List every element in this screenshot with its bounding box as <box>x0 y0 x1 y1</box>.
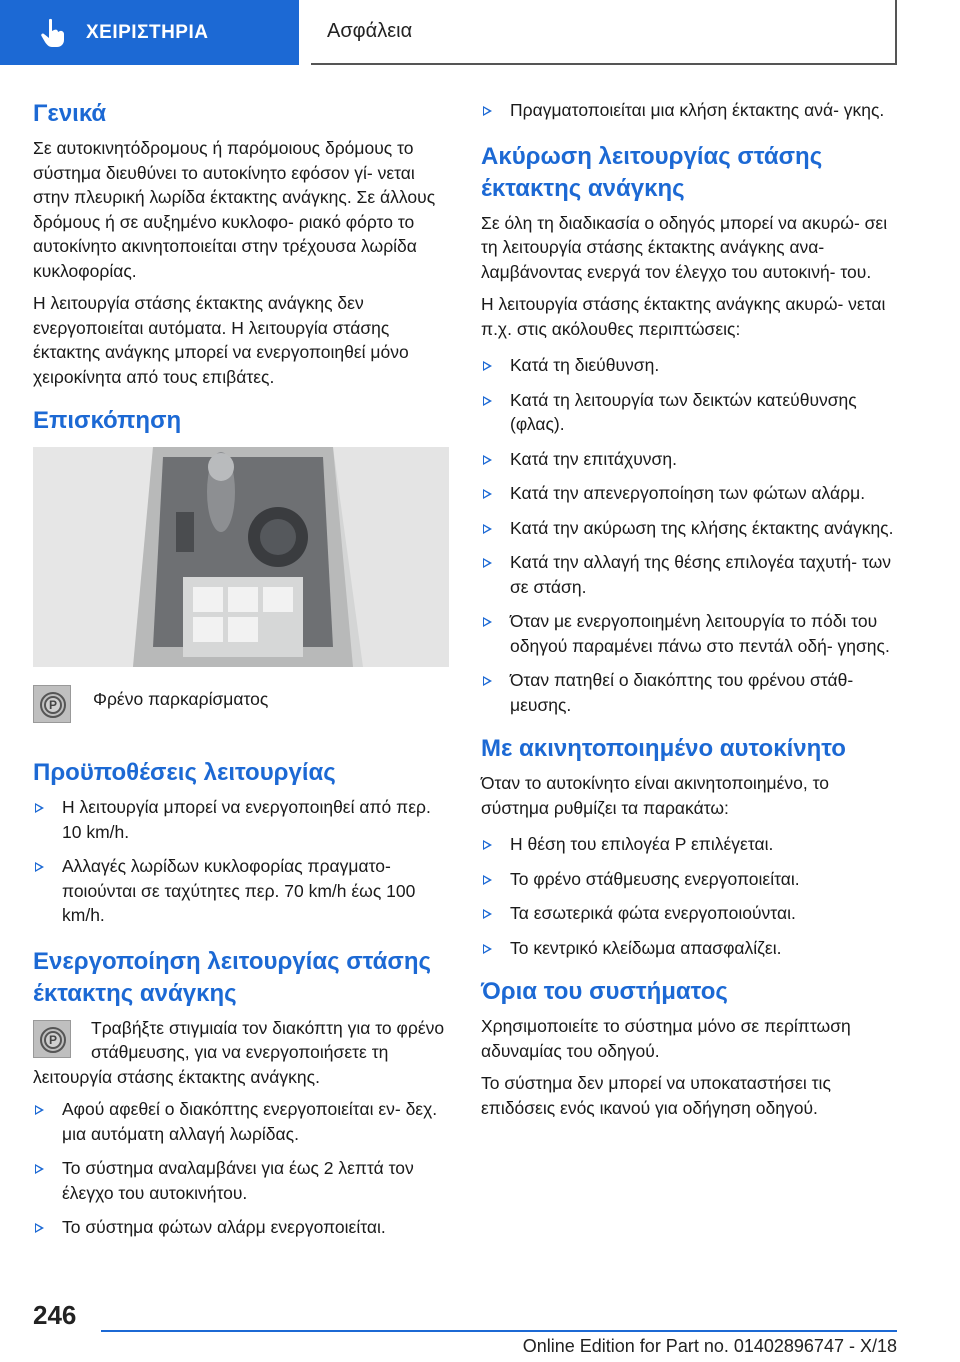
heading-general: Γενικά <box>33 100 107 127</box>
bullet-triangle-icon <box>483 396 492 406</box>
bullet-triangle-icon <box>483 455 492 465</box>
list-item: Όταν με ενεργοποιημένη λειτουργία το πόδι του οδηγού παραμένει πάνω στο πεντάλ οδή- γησης. <box>481 609 897 658</box>
paragraph-cancel-1: Σε όλη τη διαδικασία ο οδηγός μπορεί να ακυρώ- σει τη λειτουργία στάσης έκτακτης ανάγκης ανα- λαμβάνοντας ενεργά τον έλεγχο του αυτοκινή- του. <box>481 212 888 282</box>
heading-limits: Όρια του συστήματος <box>481 978 728 1005</box>
bullet-triangle-icon <box>483 558 492 568</box>
bullet-triangle-icon <box>483 840 492 850</box>
list-item: Κατά την ακύρωση της κλήσης έκτακτης ανάγκης. <box>481 516 897 541</box>
section-title: Ασφάλεια <box>311 0 897 65</box>
photo-caption: Φρένο παρκαρίσματος <box>93 689 269 709</box>
heading-cancel: Ακύρωση λειτουργίας στάσης έκτακτης ανάγκης <box>481 142 823 202</box>
list-item: Όταν πατηθεί ο διακόπτης του φρένου στάθ- μευσης. <box>481 668 897 717</box>
paragraph-limits-1: Χρησιμοποιείτε το σύστημα μόνο σε περίπτωση αδυναμίας του οδηγού. <box>481 1016 851 1061</box>
activation-list <box>33 1097 449 1240</box>
center-console-photo <box>33 447 449 667</box>
paragraph-stationary: Όταν το αυτοκίνητο είναι ακινητοποιημένο, το σύστημα ρυθμίζει τα παρακάτω: <box>481 773 830 818</box>
list-item: Το σύστημα φώτων αλάρμ ενεργοποιείται. <box>33 1215 449 1240</box>
bullet-triangle-icon <box>483 909 492 919</box>
list-item: Το φρένο στάθμευσης ενεργοποιείται. <box>481 867 897 892</box>
continued-list <box>481 98 897 123</box>
bullet-triangle-icon <box>483 944 492 954</box>
list-item: Το σύστημα αναλαμβάνει για έως 2 λεπτά τον έλεγχο του αυτοκινήτου. <box>33 1156 449 1205</box>
heading-stationary: Με ακινητοποιημένο αυτοκίνητο <box>481 735 846 762</box>
activation-block <box>33 1016 449 1090</box>
list-item: Το κεντρικό κλείδωμα απασφαλίζει. <box>481 936 897 961</box>
chapter-tab[interactable] <box>0 0 299 65</box>
bullet-triangle-icon <box>35 1105 44 1115</box>
heading-activation: Ενεργοποίηση λειτουργίας στάσης έκτακτης ανάγκης <box>33 947 431 1007</box>
footer-divider <box>101 1330 897 1332</box>
parking-brake-row <box>33 685 449 723</box>
list-item: Αλλαγές λωρίδων κυκλοφορίας πραγματο- ποιούνται σε ταχύτητες περ. 70 km/h έως 100 km/h. <box>33 854 449 928</box>
page-number: 246 <box>33 1300 77 1330</box>
bullet-triangle-icon <box>35 862 44 872</box>
bullet-triangle-icon <box>483 106 492 116</box>
list-item: Κατά την επιτάχυνση. <box>481 447 897 472</box>
left-column <box>33 98 449 1250</box>
center-console-illustration <box>33 447 449 667</box>
bullet-triangle-icon <box>35 803 44 813</box>
paragraph-general-2: Η λειτουργία στάσης έκτακτης ανάγκης δεν ενεργοποιείται αυτόματα. Η λειτουργία στάσης έκτακτης ανάγκης μπορεί να ενεργοποιηθεί μόνο χειροκίνητα από τους επιβάτες. <box>33 293 409 387</box>
prerequisites-list <box>33 795 449 928</box>
paragraph-general-1: Σε αυτοκινητόδρομους ή παρόμοιους δρόμους το σύστημα διευθύνει το αυτοκίνητο εφόσον γί- νεται στην πλευρική λωρίδα έκτακτης ανάγκης. Σε άλλους δρόμους ή σε αυξημένο κυκλοφο- ριακό φόρτο το αυτοκίνητο ακινητοποιείται στην τρέχουσα λωρίδα κυκλοφορίας. <box>33 138 436 281</box>
heading-overview: Επισκόπηση <box>33 407 182 434</box>
list-item: Τα εσωτερικά φώτα ενεργοποιούνται. <box>481 901 897 926</box>
parking-brake-icon: P <box>33 685 71 723</box>
paragraph-activation: Τραβήξτε στιγμιαία τον διακόπτη για το φρένο στάθμευσης, για να ενεργοποιήσετε τη λειτουργία στάσης έκτακτης ανάγκης. <box>33 1017 445 1087</box>
bullet-triangle-icon <box>483 489 492 499</box>
bullet-triangle-icon <box>483 875 492 885</box>
list-item: Πραγματοποιείται μια κλήση έκτακτης ανά- γκης. <box>481 98 897 123</box>
hand-icon <box>40 18 66 48</box>
chapter-tab-label: ΧΕΙΡΙΣΤΗΡΙΑ <box>86 21 209 43</box>
paragraph-cancel-2: Η λειτουργία στάσης έκτακτης ανάγκης ακυρώ- νεται π.χ. στις ακόλουθες περιπτώσεις: <box>481 294 886 339</box>
right-column <box>481 98 897 1128</box>
list-item: Η λειτουργία μπορεί να ενεργοποιηθεί από περ. 10 km/h. <box>33 795 449 844</box>
bullet-triangle-icon <box>483 617 492 627</box>
list-item: Κατά τη λειτουργία των δεικτών κατεύθυνσης (φλας). <box>481 388 897 437</box>
list-item: Κατά την αλλαγή της θέσης επιλογέα ταχυτή- των σε στάση. <box>481 550 897 599</box>
list-item: Κατά τη διεύθυνση. <box>481 353 897 378</box>
bullet-triangle-icon <box>483 524 492 534</box>
list-item: Κατά την απενεργοποίηση των φώτων αλάρμ. <box>481 481 897 506</box>
list-item: Η θέση του επιλογέα P επιλέγεται. <box>481 832 897 857</box>
list-item: Αφού αφεθεί ο διακόπτης ενεργοποιείται εν- δεχ. μια αυτόματη αλλαγή λωρίδας. <box>33 1097 449 1146</box>
bullet-triangle-icon <box>35 1223 44 1233</box>
parking-brake-icon: P <box>33 1020 71 1058</box>
stationary-list <box>481 832 897 960</box>
footer-edition: Online Edition for Part no. 01402896747 - X/18 <box>522 1336 897 1356</box>
bullet-triangle-icon <box>483 361 492 371</box>
heading-prerequisites: Προϋποθέσεις λειτουργίας <box>33 759 336 786</box>
paragraph-limits-2: Το σύστημα δεν μπορεί να υποκαταστήσει τις επιδόσεις ενός ικανού για οδήγηση οδηγού. <box>481 1073 831 1118</box>
bullet-triangle-icon <box>483 676 492 686</box>
cancel-list <box>481 353 897 717</box>
bullet-triangle-icon <box>35 1164 44 1174</box>
